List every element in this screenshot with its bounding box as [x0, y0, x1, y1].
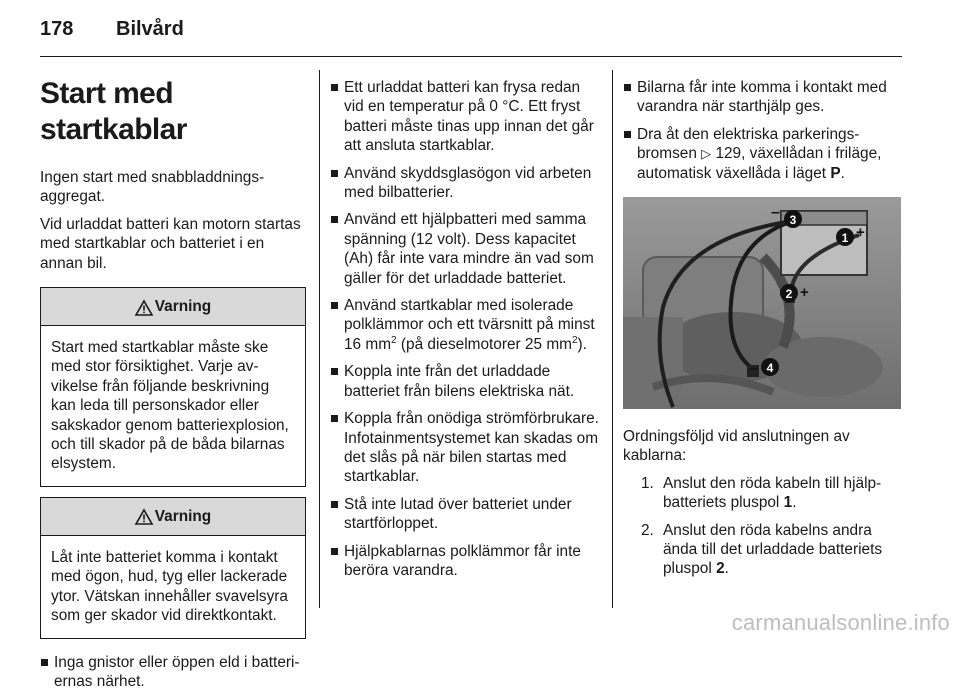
- page-number: 178: [40, 18, 74, 40]
- bullet-square-icon: [331, 302, 338, 309]
- bullet-square-icon: [624, 131, 631, 138]
- bullet-list-3: [623, 78, 903, 183]
- warning-text: Start med startkablar måste ske med stor försiktighet. Varje avvikelse från följande beskrivning kan leda till personskador eller sakskador genom batteriexplosion, och till skador på de båda bilarnas elsystem.: [51, 339, 289, 473]
- page-header: [40, 18, 184, 48]
- list-item: Dra åt den elektriska parkeringsbromsen ▷ 129, växellådan i friläge, automatisk växellåda i läget P.: [623, 125, 903, 183]
- column-divider-1: [319, 70, 320, 608]
- svg-text:2: 2: [785, 287, 793, 302]
- column-1: [40, 70, 306, 699]
- page-reference-arrow-icon: ▷: [701, 146, 712, 162]
- svg-text:1: 1: [841, 231, 849, 246]
- bullet-square-icon: [331, 501, 338, 508]
- page-title: Start med startkablar: [40, 77, 187, 146]
- warning-label: Varning: [154, 297, 212, 315]
- list-item: Bilarna får inte komma i kontakt med varandra när starthjälp ges.: [623, 78, 903, 117]
- list-item: Inga gnistor eller öppen eld i batteriernas närhet.: [40, 653, 306, 692]
- warning-triangle-icon: [135, 300, 153, 316]
- bullet-square-icon: [41, 659, 48, 666]
- list-item: Använd ett hjälpbatteri med samma spänning (12 volt). Dess kapacitet (Ah) får inte vara mindre än vad som gäller för det urladdade batteriet.: [330, 210, 602, 288]
- svg-text:4: 4: [766, 361, 774, 376]
- list-item: Hjälpkablarnas polklämmor får inte beröra varandra.: [330, 542, 602, 581]
- bullet-square-icon: [624, 84, 631, 91]
- warning-triangle-icon: [135, 509, 153, 525]
- sequence-intro: Ordningsföljd vid anslutningen av kablarna:: [623, 428, 850, 465]
- list-item: Koppla från onödiga strömförbrukare. Infotainmentsystemet kan skadas om det slås på när bilen startas med startkablar.: [330, 409, 602, 487]
- engine-bay-photo: [623, 197, 901, 409]
- watermark: carmanualsonline.info: [731, 610, 950, 635]
- svg-text:3: 3: [789, 213, 797, 228]
- bullet-list-2: [330, 78, 602, 580]
- header-divider: [40, 56, 902, 57]
- warning-text: Låt inte batteriet komma i kontakt med ögon, hud, tyg eller lackerade ytor. Vätskan innehåller svavelsyra som ger skador vid direktkontakt.: [51, 548, 288, 625]
- svg-text:+: +: [800, 284, 809, 302]
- svg-text:–: –: [771, 204, 780, 222]
- list-item: Koppla inte från det urladdade batteriet från bilens elektriska nät.: [330, 362, 602, 401]
- warning-label: Varning: [154, 507, 212, 525]
- column-divider-2: [612, 70, 613, 608]
- callout-2: [780, 284, 809, 302]
- section-name: Bilvård: [116, 18, 184, 40]
- list-item: Ett urladdat batteri kan frysa redan vid en temperatur på 0 °C. Ett fryst batteri måste tinas upp innan det går att ansluta startkablar.: [330, 78, 602, 156]
- warning-box-1: [40, 287, 306, 487]
- bullet-square-icon: [331, 170, 338, 177]
- bullet-square-icon: [331, 548, 338, 555]
- jump-start-illustration: [623, 197, 901, 409]
- bullet-square-icon: [331, 368, 338, 375]
- steps-list: [641, 474, 903, 579]
- warning-header: [41, 288, 305, 326]
- svg-text:–: –: [749, 360, 758, 378]
- column-3: [623, 78, 903, 587]
- bullet-square-icon: [331, 216, 338, 223]
- list-item: Stå inte lutad över batteriet under startförloppet.: [330, 495, 602, 534]
- warning-header: [41, 498, 305, 536]
- bullet-square-icon: [331, 415, 338, 422]
- intro-paragraph-1: Ingen start med snabbladdningsaggregat.: [40, 169, 265, 206]
- page-reference[interactable]: 129: [715, 145, 742, 163]
- list-item: Använd startkablar med isolerade polklämmor och ett tvärsnitt på minst 16 $mm^2$ (på dieselmotorer 25 $mm^2$).: [330, 296, 602, 354]
- svg-text:+: +: [856, 224, 865, 242]
- list-item: Använd skyddsglasögon vid arbeten med bilbatterier.: [330, 164, 602, 203]
- bullet-square-icon: [331, 84, 338, 91]
- bullet-list-1: [40, 653, 306, 692]
- list-item: 2. Anslut den röda kabelns andra ända till det urladdade batteriets pluspol 2.: [641, 521, 883, 578]
- intro-paragraph-2: Vid urladdat batteri kan motorn startas med startkablar och batteriet i en annan bil.: [40, 215, 301, 272]
- warning-box-2: [40, 497, 306, 639]
- column-2: [330, 78, 602, 588]
- list-item: 1. Anslut den röda kabeln till hjälpbatteriets pluspol 1.: [641, 474, 882, 512]
